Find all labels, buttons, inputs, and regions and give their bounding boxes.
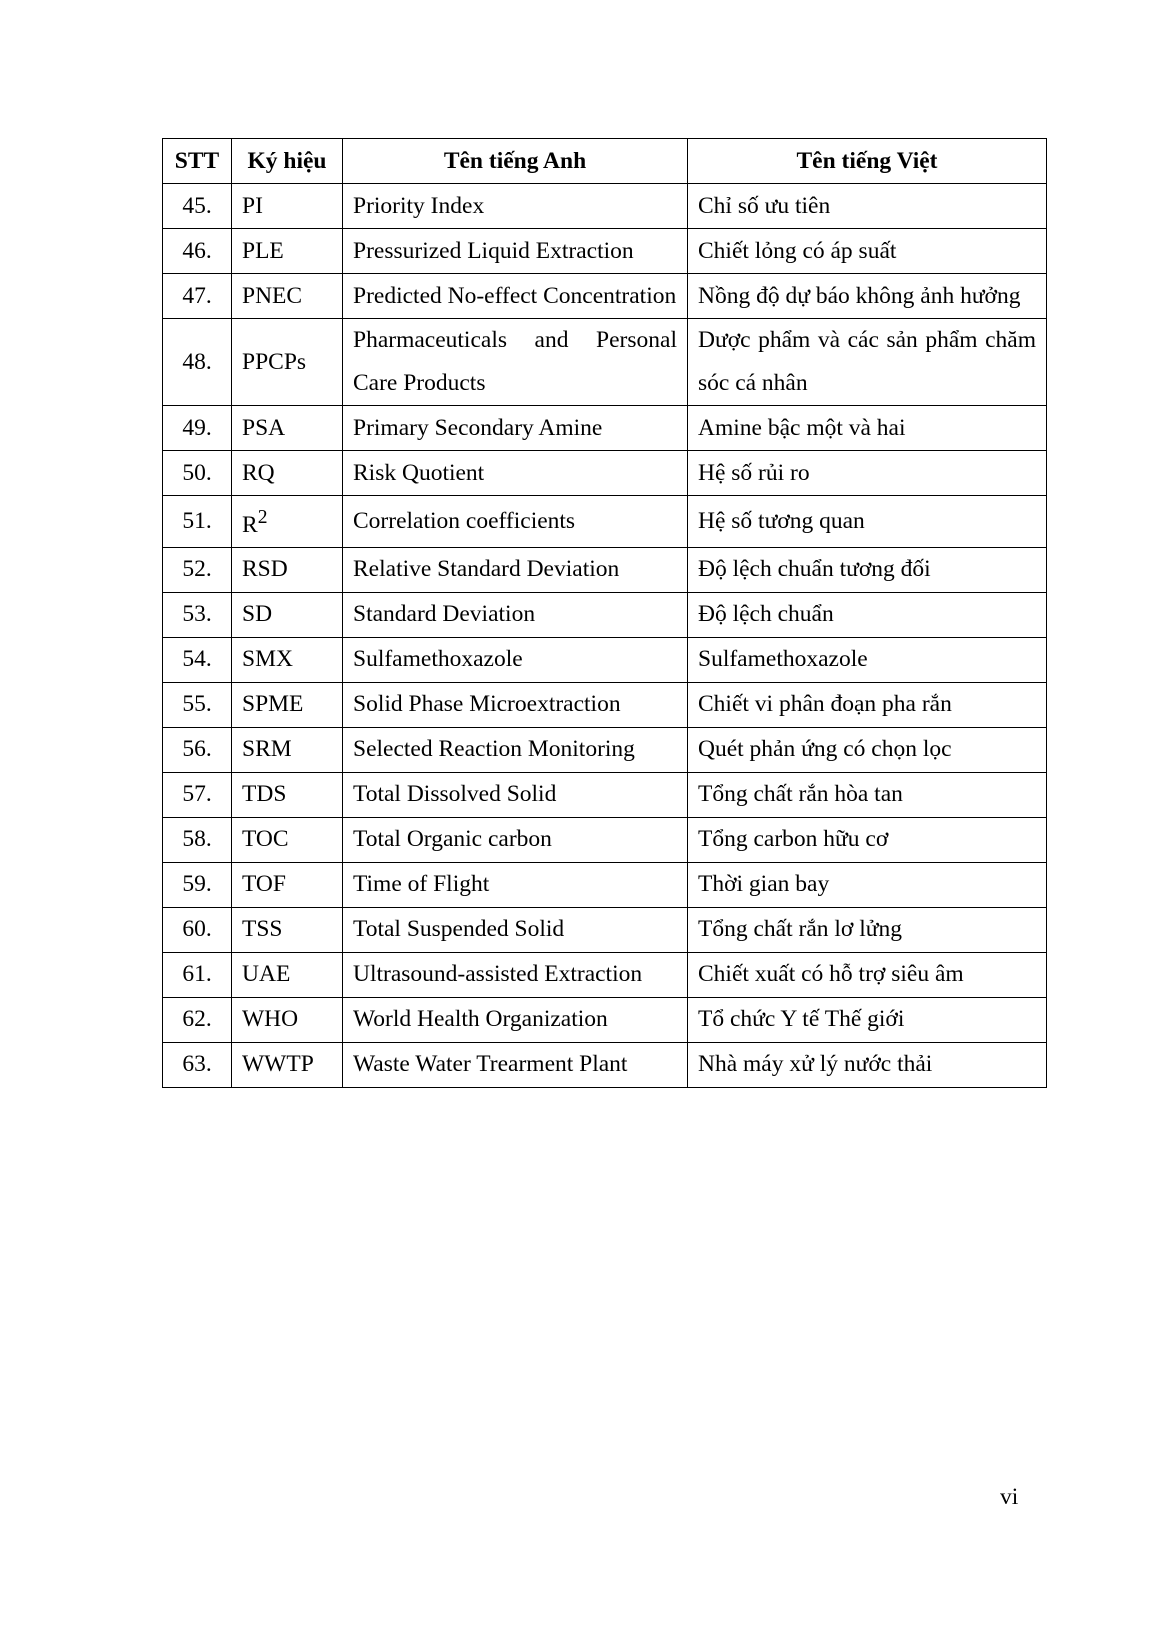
cell-english-name (343, 184, 688, 229)
cell-vietnamese-text: Tổng chất rắn lơ lửng (698, 916, 902, 943)
table-row (163, 817, 1047, 862)
cell-vietnamese-name (688, 1042, 1047, 1087)
cell-symbol-text: SRM (242, 736, 292, 763)
cell-symbol-text: SD (242, 601, 273, 628)
header-english-name: Tên tiếng Anh (343, 139, 688, 184)
cell-english-text: Time of Flight (353, 871, 490, 898)
cell-stt (163, 592, 232, 637)
cell-english-name (343, 319, 688, 406)
cell-symbol-text: R (242, 511, 258, 538)
cell-vietnamese-text: Thời gian bay (698, 871, 830, 898)
cell-vietnamese-text: Tổng chất rắn hòa tan (698, 781, 903, 808)
cell-stt (163, 229, 232, 274)
cell-english-name (343, 592, 688, 637)
table-row (163, 592, 1047, 637)
cell-english-name (343, 997, 688, 1042)
cell-symbol-text: PPCPs (242, 348, 307, 375)
cell-english-name (343, 496, 688, 548)
cell-symbol (232, 637, 343, 682)
cell-english-name (343, 406, 688, 451)
cell-vietnamese-text: Nhà máy xử lý nước thải (698, 1051, 933, 1078)
cell-stt-text: 59. (182, 871, 212, 898)
cell-vietnamese-text: Chỉ số ưu tiên (698, 192, 831, 219)
cell-stt-text: 61. (182, 961, 212, 988)
header-stt: STT (163, 139, 232, 184)
cell-symbol-text: TSS (242, 916, 283, 943)
cell-english-text: Pressurized Liquid Extraction (353, 237, 634, 264)
cell-vietnamese-name (688, 406, 1047, 451)
cell-english-name (343, 274, 688, 319)
cell-english-text: Relative Standard Deviation (353, 556, 620, 583)
cell-english-name (343, 547, 688, 592)
cell-stt (163, 1042, 232, 1087)
table-row (163, 727, 1047, 772)
cell-stt (163, 319, 232, 406)
cell-symbol (232, 727, 343, 772)
cell-symbol-text: RQ (242, 459, 275, 486)
cell-stt (163, 496, 232, 548)
cell-stt-text: 60. (182, 916, 212, 943)
cell-symbol (232, 184, 343, 229)
cell-stt (163, 862, 232, 907)
cell-vietnamese-name (688, 817, 1047, 862)
cell-vietnamese-text: Quét phản ứng có chọn lọc (698, 736, 952, 763)
cell-symbol-text: WWTP (242, 1051, 314, 1078)
cell-symbol (232, 274, 343, 319)
cell-symbol (232, 406, 343, 451)
cell-vietnamese-text: Hệ số tương quan (698, 507, 865, 534)
cell-symbol (232, 1042, 343, 1087)
cell-vietnamese-name (688, 451, 1047, 496)
cell-symbol-text: WHO (242, 1006, 299, 1033)
cell-vietnamese-name (688, 184, 1047, 229)
cell-vietnamese-name (688, 952, 1047, 997)
cell-english-text: Risk Quotient (353, 459, 485, 486)
header-vietnamese-name: Tên tiếng Việt (688, 139, 1047, 184)
cell-english-text: Sulfamethoxazole (353, 646, 523, 673)
table-body (163, 184, 1047, 1088)
cell-vietnamese-name (688, 547, 1047, 592)
cell-symbol-text: PI (242, 192, 263, 219)
cell-symbol-text: SPME (242, 691, 304, 718)
cell-vietnamese-name (688, 592, 1047, 637)
cell-symbol (232, 319, 343, 406)
table-row (163, 637, 1047, 682)
cell-vietnamese-text: Amine bậc một và hai (698, 414, 906, 441)
cell-stt (163, 274, 232, 319)
cell-stt-text: 50. (182, 459, 212, 486)
table-row (163, 907, 1047, 952)
cell-vietnamese-text: Hệ số rủi ro (698, 459, 810, 486)
table-row (163, 451, 1047, 496)
cell-stt-text: 62. (182, 1006, 212, 1033)
cell-stt-text: 55. (182, 691, 212, 718)
cell-english-name (343, 862, 688, 907)
cell-symbol (232, 451, 343, 496)
cell-symbol-text: TDS (242, 781, 287, 808)
cell-symbol (232, 682, 343, 727)
cell-stt-text: 51. (182, 507, 212, 534)
cell-symbol-text: PLE (242, 237, 284, 264)
cell-vietnamese-text: Tổ chức Y tế Thế giới (698, 1006, 905, 1033)
cell-english-text: Selected Reaction Monitoring (353, 736, 635, 763)
cell-vietnamese-name (688, 727, 1047, 772)
cell-stt-text: 49. (182, 414, 212, 441)
table-row (163, 682, 1047, 727)
table-row (163, 319, 1047, 406)
cell-symbol (232, 997, 343, 1042)
cell-symbol (232, 229, 343, 274)
cell-english-text: Priority Index (353, 192, 485, 219)
cell-vietnamese-name (688, 772, 1047, 817)
table-row (163, 547, 1047, 592)
cell-stt (163, 952, 232, 997)
cell-english-name (343, 637, 688, 682)
cell-vietnamese-name (688, 997, 1047, 1042)
cell-english-text: Primary Secondary Amine (353, 414, 603, 441)
cell-english-name (343, 817, 688, 862)
page-number: vi (1000, 1484, 1019, 1510)
cell-vietnamese-name (688, 907, 1047, 952)
cell-vietnamese-text: Độ lệch chuẩn tương đối (698, 556, 931, 583)
cell-english-name (343, 682, 688, 727)
cell-english-text: World Health Organization (353, 1006, 608, 1033)
table-header-row (163, 139, 1047, 184)
cell-symbol (232, 496, 343, 548)
cell-symbol-text: RSD (242, 556, 288, 583)
cell-symbol-text: PNEC (242, 282, 303, 309)
table-row (163, 1042, 1047, 1087)
cell-stt (163, 637, 232, 682)
table-row (163, 952, 1047, 997)
cell-stt-text: 47. (182, 282, 212, 309)
cell-english-text: Predicted No-effect Concentration (353, 282, 677, 309)
cell-symbol (232, 547, 343, 592)
table-row (163, 862, 1047, 907)
cell-english-text: Pharmaceuticals and Personal Care Products (353, 327, 677, 396)
cell-vietnamese-text: Sulfamethoxazole (698, 646, 868, 673)
cell-stt-text: 48. (182, 348, 212, 375)
cell-english-name (343, 451, 688, 496)
cell-vietnamese-name (688, 682, 1047, 727)
cell-vietnamese-name (688, 319, 1047, 406)
cell-symbol (232, 592, 343, 637)
cell-vietnamese-text: Tổng carbon hữu cơ (698, 826, 889, 853)
cell-symbol (232, 862, 343, 907)
cell-symbol-text: TOC (242, 826, 289, 853)
cell-vietnamese-name (688, 862, 1047, 907)
cell-english-text: Total Suspended Solid (353, 916, 565, 943)
cell-symbol (232, 772, 343, 817)
cell-symbol-text: TOF (242, 871, 286, 898)
cell-stt (163, 817, 232, 862)
cell-vietnamese-name (688, 229, 1047, 274)
cell-english-text: Total Organic carbon (353, 826, 552, 853)
cell-english-text: Correlation coefficients (353, 507, 576, 534)
cell-stt (163, 547, 232, 592)
header-symbol: Ký hiệu (232, 139, 343, 184)
cell-vietnamese-name (688, 274, 1047, 319)
cell-stt (163, 997, 232, 1042)
cell-stt-text: 57. (182, 781, 212, 808)
cell-english-text: Solid Phase Microextraction (353, 691, 621, 718)
table-row (163, 772, 1047, 817)
cell-stt-text: 46. (182, 237, 212, 264)
cell-stt-text: 56. (182, 736, 212, 763)
cell-vietnamese-name (688, 496, 1047, 548)
cell-vietnamese-text: Nồng độ dự báo không ảnh hưởng (698, 282, 1021, 309)
cell-stt-text: 54. (182, 646, 212, 673)
cell-vietnamese-text: Độ lệch chuẩn (698, 601, 834, 628)
cell-stt-text: 63. (182, 1051, 212, 1078)
cell-english-text: Total Dissolved Solid (353, 781, 557, 808)
cell-symbol (232, 907, 343, 952)
cell-stt (163, 451, 232, 496)
cell-symbol (232, 952, 343, 997)
cell-english-name (343, 952, 688, 997)
cell-symbol (232, 817, 343, 862)
table-row (163, 184, 1047, 229)
cell-vietnamese-text: Chiết lỏng có áp suất (698, 237, 897, 264)
table-row (163, 274, 1047, 319)
cell-english-name (343, 907, 688, 952)
cell-english-text: Ultrasound-assisted Extraction (353, 961, 643, 988)
cell-stt-text: 53. (182, 601, 212, 628)
cell-stt (163, 184, 232, 229)
cell-stt (163, 406, 232, 451)
cell-stt-text: 45. (182, 192, 212, 219)
cell-vietnamese-name (688, 637, 1047, 682)
cell-stt (163, 772, 232, 817)
cell-vietnamese-text: Chiết vi phân đoạn pha rắn (698, 691, 952, 718)
cell-stt (163, 682, 232, 727)
cell-stt (163, 727, 232, 772)
cell-stt (163, 907, 232, 952)
cell-stt-text: 52. (182, 556, 212, 583)
cell-symbol-text: SMX (242, 646, 293, 673)
cell-symbol-text: UAE (242, 961, 291, 988)
cell-symbol-text: PSA (242, 414, 286, 441)
table-row (163, 406, 1047, 451)
table-row (163, 496, 1047, 548)
cell-stt-text: 58. (182, 826, 212, 853)
cell-symbol-superscript: 2 (257, 507, 268, 528)
abbreviation-table (162, 138, 1047, 1088)
cell-english-text: Waste Water Trearment Plant (353, 1051, 628, 1078)
table-row (163, 997, 1047, 1042)
cell-english-name (343, 1042, 688, 1087)
cell-vietnamese-text: Dược phẩm và các sản phẩm chăm sóc cá nhân (698, 327, 1036, 396)
cell-english-name (343, 229, 688, 274)
cell-english-text: Standard Deviation (353, 601, 536, 628)
cell-english-name (343, 727, 688, 772)
table-row (163, 229, 1047, 274)
cell-english-name (343, 772, 688, 817)
cell-vietnamese-text: Chiết xuất có hỗ trợ siêu âm (698, 961, 964, 988)
